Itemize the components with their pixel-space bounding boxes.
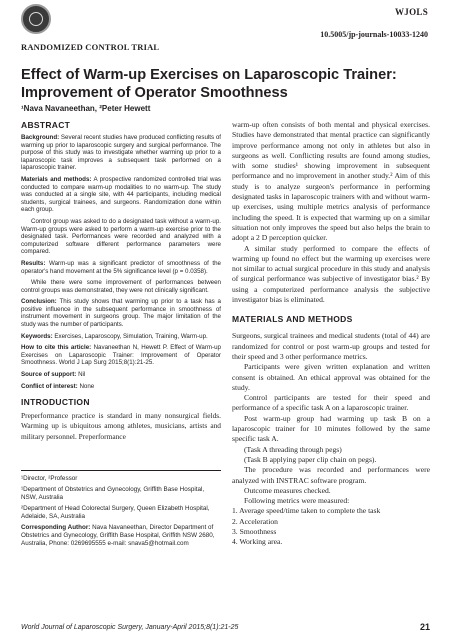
methods-heading: MATERIALS AND METHODS xyxy=(232,314,353,325)
abstract xyxy=(21,134,221,390)
methods-body xyxy=(232,331,430,506)
right-body xyxy=(232,120,430,305)
list-item: 4. Working area. xyxy=(232,537,283,547)
abstract-results-2: While there were some improvement of performances between control groups was demonstrated, they were not clinically significant. xyxy=(21,279,221,294)
article-title: Effect of Warm-up Exercises on Laparoscopic Trainer: Improvement of Operator Smoothness xyxy=(21,67,397,101)
page-number: 21 xyxy=(419,622,430,632)
author-roles: ¹Director, ²Professor xyxy=(21,475,78,482)
abstract-methods-2: Control group was asked to do a designated task without a warm-up. Warm-up groups were asked to perform a warm-up exercise prior to the designated task. Performances were recorded and analyzed with a computerized software different performance parameters were compared. xyxy=(21,217,221,256)
doi[interactable]: 10.5005/jp-journals-10033-1240 xyxy=(320,30,428,39)
methods-para-1: Surgeons, surgical trainees and medical students (total of 44) are randomized for control or post warm-up groups and tested for their speed and 3 other performance metrics. xyxy=(232,331,430,361)
introduction-heading: INTRODUCTION xyxy=(21,397,90,408)
introduction-text: Preperformance practice is standard in many nonsurgical fields. Warming up is ubiquitous among athletes, musicians, artists and military personnel. Preperformance xyxy=(21,411,221,441)
methods-para-4: Post warm-up group had warming up task B on a laparoscopic trainer for 10 minutes followed by the same specific task A. xyxy=(232,413,430,444)
list-item: 2. Acceleration xyxy=(232,516,278,526)
task-b: (Task B applying paper clip chain on pegs). xyxy=(244,454,377,464)
authors: ¹Nava Navaneethan, ²Peter Hewett xyxy=(21,104,151,113)
abstract-conclusion: Conclusion: This study shows that warming up prior to a task has a positive influence in the subsequent performance in smoothness of instrument movement in surgeons group. The major limitation of the study was the number of participants. xyxy=(21,298,222,329)
abstract-methods: Materials and methods: A prospective randomized controlled trial was conducted to compare warm-up modalities to no warm-up. The study was conducted at a single site, with 44 participants, including medical students, surgical trainees, and surgeons. Randomization done within each group. xyxy=(21,175,221,214)
journal-logo-icon xyxy=(21,4,51,34)
footer-journal: World Journal of Laparoscopic Surgery, January-April 2015;8(1):21-25 xyxy=(21,624,239,631)
abstract-source: Source of support: Nil xyxy=(21,371,86,379)
journal-name: WJOLS xyxy=(394,7,428,17)
affiliation-1: ¹Department of Obstetrics and Gynecology, Griffith Base Hospital, NSW, Australia xyxy=(21,486,205,501)
abstract-background: Background: Several recent studies have produced conflicting results of warming up prior to laparoscopic surgery and surgical performance. The purpose of this study was to investigate whether warming up prior to a laparoscopic task improves a subsequent task performed on a laparoscopic trainer. xyxy=(21,134,221,172)
left-column xyxy=(21,120,221,442)
metrics-list xyxy=(232,506,430,547)
right-column xyxy=(232,120,430,548)
metrics-intro: Following metrics were measured: xyxy=(244,496,350,506)
abstract-conflict: Conflict of interest: None xyxy=(21,382,95,390)
paragraph-similar-study: A similar study performed to compare the effects of warming up found no effect but the warming up exercises were not similar to actual surgical procedure in this study and analysis of surgical performance was subjective of investigator bias.² By using a computerized performance analysis the subjective investigator bias is eliminated. xyxy=(232,243,430,305)
list-item: 1. Average speed/time taken to complete the task xyxy=(232,506,381,516)
abstract-heading: ABSTRACT xyxy=(21,120,71,130)
footnotes xyxy=(21,470,221,620)
methods-para-5: The procedure was recorded and performances were analyzed with INSTRAC software program. xyxy=(232,465,430,485)
list-item: 3. Smoothness xyxy=(232,526,277,536)
task-a: (Task A threading through pegs) xyxy=(244,444,342,454)
article-section: RANDOMIZED CONTROL TRIAL xyxy=(21,42,160,52)
methods-para-3: Control participants are tested for their speed and performance of a specific task A on a laparoscopic trainer. xyxy=(232,393,430,413)
methods-para-2: Participants were given written explanation and written consent is obtained. An ethical approval was obtained for the study. xyxy=(232,362,430,392)
page-header xyxy=(0,0,449,39)
paragraph-warmup: warm-up often consists of both mental and physical exercises. Studies have demonstrated that mental practice can significantly improve performance among not only in athletes but also in surgeons as well. Conflicting results are found among studies, with some studies¹ showing improvement in subsequent performance and no improvement in another study.² Aim of this study is to analyze surgeon's performance in performing designated tasks in laparoscopic trainers with and without warm-up exercises, using multiple metrics analysis of performance including the speed. It is expected that warming up on a similar situation not only improves the speed but also helps the brain to adopt a 2 D perception quicker. xyxy=(232,120,430,243)
abstract-citation: How to cite this article: Navaneethan N, Hewett P. Effect of Warm-up Exercises on Laparoscopic Trainer: Improvement of Operator Smoothness. World J Lap Surg 2015;8(1):21-25. xyxy=(21,344,221,367)
outcome-measures: Outcome measures checked. xyxy=(244,485,331,495)
affiliation-2: ²Department of Head Colorectal Surgery, Queen Elizabeth Hospital, Adelaide, SA, Australia xyxy=(21,505,210,520)
abstract-results: Results: Warm-up was a significant predictor of smoothness of the operator's hand movement at the 5% significance level (p = 0.0358). xyxy=(21,259,221,275)
abstract-keywords: Keywords: Exercises, Laparoscopy, Simulation, Training, Warm-up. xyxy=(21,332,208,340)
corresponding-author: Corresponding Author: Nava Navaneethan, Director Department of Obstetrics and Gynecology, Griffith Base Hospital, Griffith NSW 2680, Australia, Phone: 0269695555 e-mail: snava5@hotmail.com xyxy=(21,524,215,547)
footnote-divider xyxy=(21,470,221,471)
